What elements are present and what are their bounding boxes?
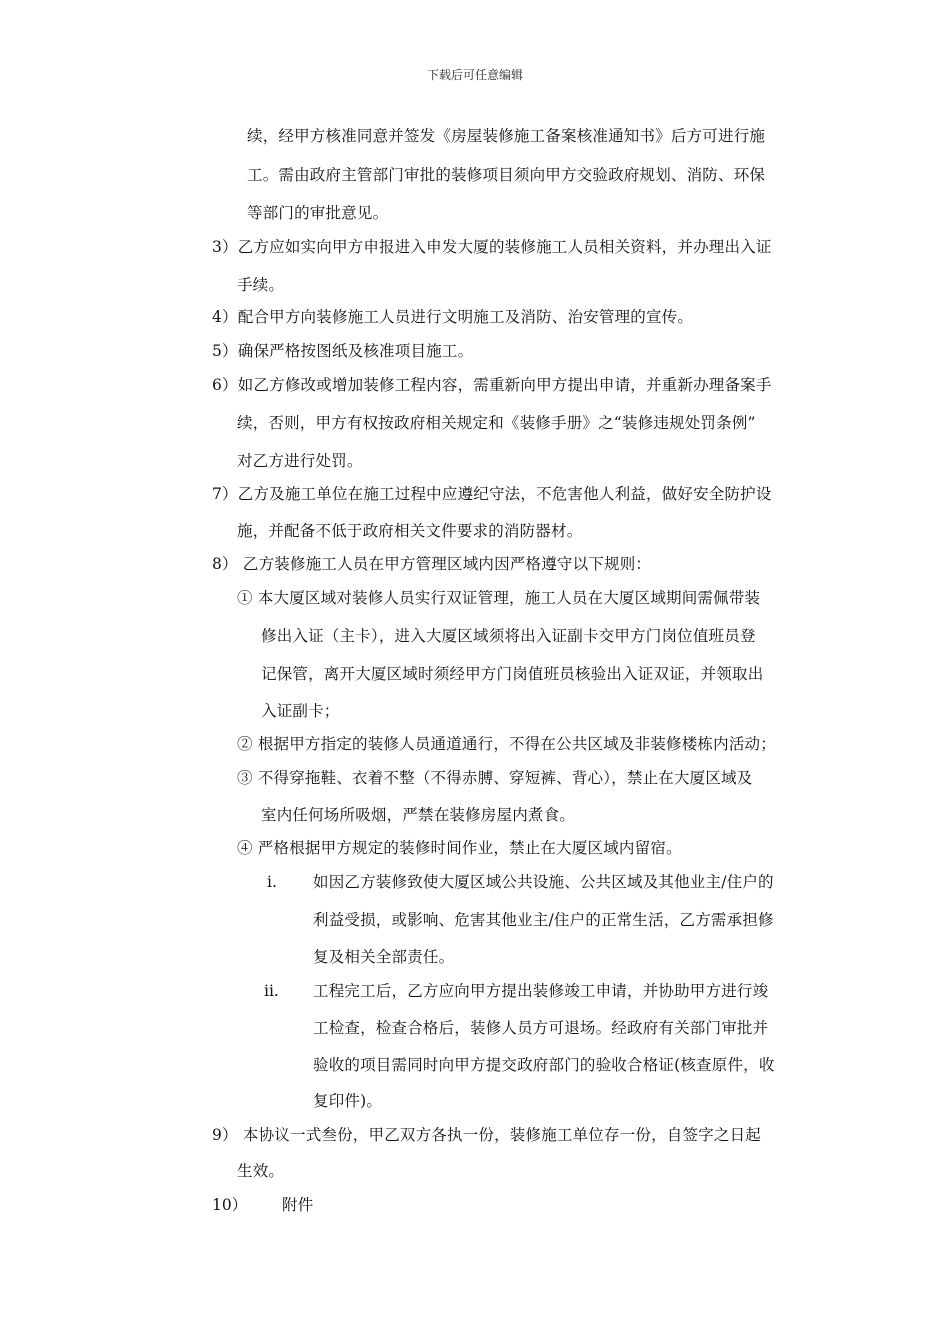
rule-1: ① 本大厦区域对装修人员实行双证管理，施工人员在大厦区域期间需佩带装 xyxy=(237,589,761,607)
list-item-7-cont: 施，并配备不低于政府相关文件要求的消防器材。 xyxy=(237,522,583,540)
rule-1-cont: 修出入证（主卡），进入大厦区域须将出入证副卡交甲方门岗位值班员登 xyxy=(261,627,756,645)
rule-4: ④ 严格根据甲方规定的装修时间作业，禁止在大厦区域内留宿。 xyxy=(237,839,682,857)
rule-1-cont: 记保管，离开大厦区域时须经甲方门岗值班员核验出入证双证，并领取出 xyxy=(261,665,764,683)
list-item-10-number: 10） xyxy=(212,1196,248,1214)
list-item-6-cont: 对乙方进行处罚。 xyxy=(237,452,363,470)
sub-item-ii-number: ii. xyxy=(264,982,279,1000)
paragraph-line: 工。需由政府主管部门审批的装修项目须向甲方交验政府规划、消防、环保 xyxy=(247,166,766,184)
list-item-8: 8） 乙方装修施工人员在甲方管理区域内因严格遵守以下规则： xyxy=(212,555,652,573)
sub-item-i-cont: 利益受损，或影响、危害其他业主/住户的正常生活，乙方需承担修 xyxy=(313,911,774,929)
paragraph-line: 续，经甲方核准同意并签发《房屋装修施工备案核准通知书》后方可进行施 xyxy=(247,127,766,145)
list-item-10: 附件 xyxy=(282,1196,314,1214)
list-item-9: 9） 本协议一式叁份，甲乙双方各执一份，装修施工单位存一份，自签字之日起 xyxy=(212,1126,761,1144)
rule-2: ② 根据甲方指定的装修人员通道通行，不得在公共区域及非装修楼栋内活动； xyxy=(237,735,776,753)
sub-item-i-cont: 复及相关全部责任。 xyxy=(313,948,455,966)
sub-item-ii: 工程完工后，乙方应向甲方提出装修竣工申请，并协助甲方进行竣 xyxy=(313,982,769,1000)
sub-item-ii-cont: 验收的项目需同时向甲方提交政府部门的验收合格证(核查原件，收 xyxy=(313,1056,775,1074)
sub-item-i: 如因乙方装修致使大厦区域公共设施、公共区域及其他业主/住户的 xyxy=(313,873,774,891)
list-item-9-cont: 生效。 xyxy=(237,1162,285,1180)
paragraph-line: 等部门的审批意见。 xyxy=(247,204,389,222)
sub-item-ii-cont: 复印件)。 xyxy=(313,1092,383,1110)
list-item-3: 3）乙方应如实向甲方申报进入申发大厦的装修施工人员相关资料，并办理出入证 xyxy=(212,238,772,256)
page-header: 下载后可任意编辑 xyxy=(426,68,523,82)
rule-1-cont: 入证副卡； xyxy=(261,702,340,720)
list-item-3-cont: 手续。 xyxy=(237,276,285,294)
list-item-6: 6）如乙方修改或增加装修工程内容，需重新向甲方提出申请，并重新办理备案手 xyxy=(212,376,772,394)
sub-item-i-number: i. xyxy=(267,873,277,891)
list-item-4: 4）配合甲方向装修施工人员进行文明施工及消防、治安管理的宣传。 xyxy=(212,308,694,326)
rule-3-cont: 室内任何场所吸烟，严禁在装修房屋内煮食。 xyxy=(261,806,576,824)
rule-3: ③ 不得穿拖鞋、衣着不整（不得赤膊、穿短裤、背心），禁止在大厦区域及 xyxy=(237,769,753,787)
list-item-5: 5）确保严格按图纸及核准项目施工。 xyxy=(212,342,474,360)
list-item-7: 7）乙方及施工单位在施工过程中应遵纪守法，不危害他人利益，做好安全防护设 xyxy=(212,485,772,503)
sub-item-ii-cont: 工检查，检查合格后，装修人员方可退场。经政府有关部门审批并 xyxy=(313,1019,769,1037)
list-item-6-cont: 续，否则，甲方有权按政府相关规定和《装修手册》之“装修违规处罚条例” xyxy=(237,414,756,432)
